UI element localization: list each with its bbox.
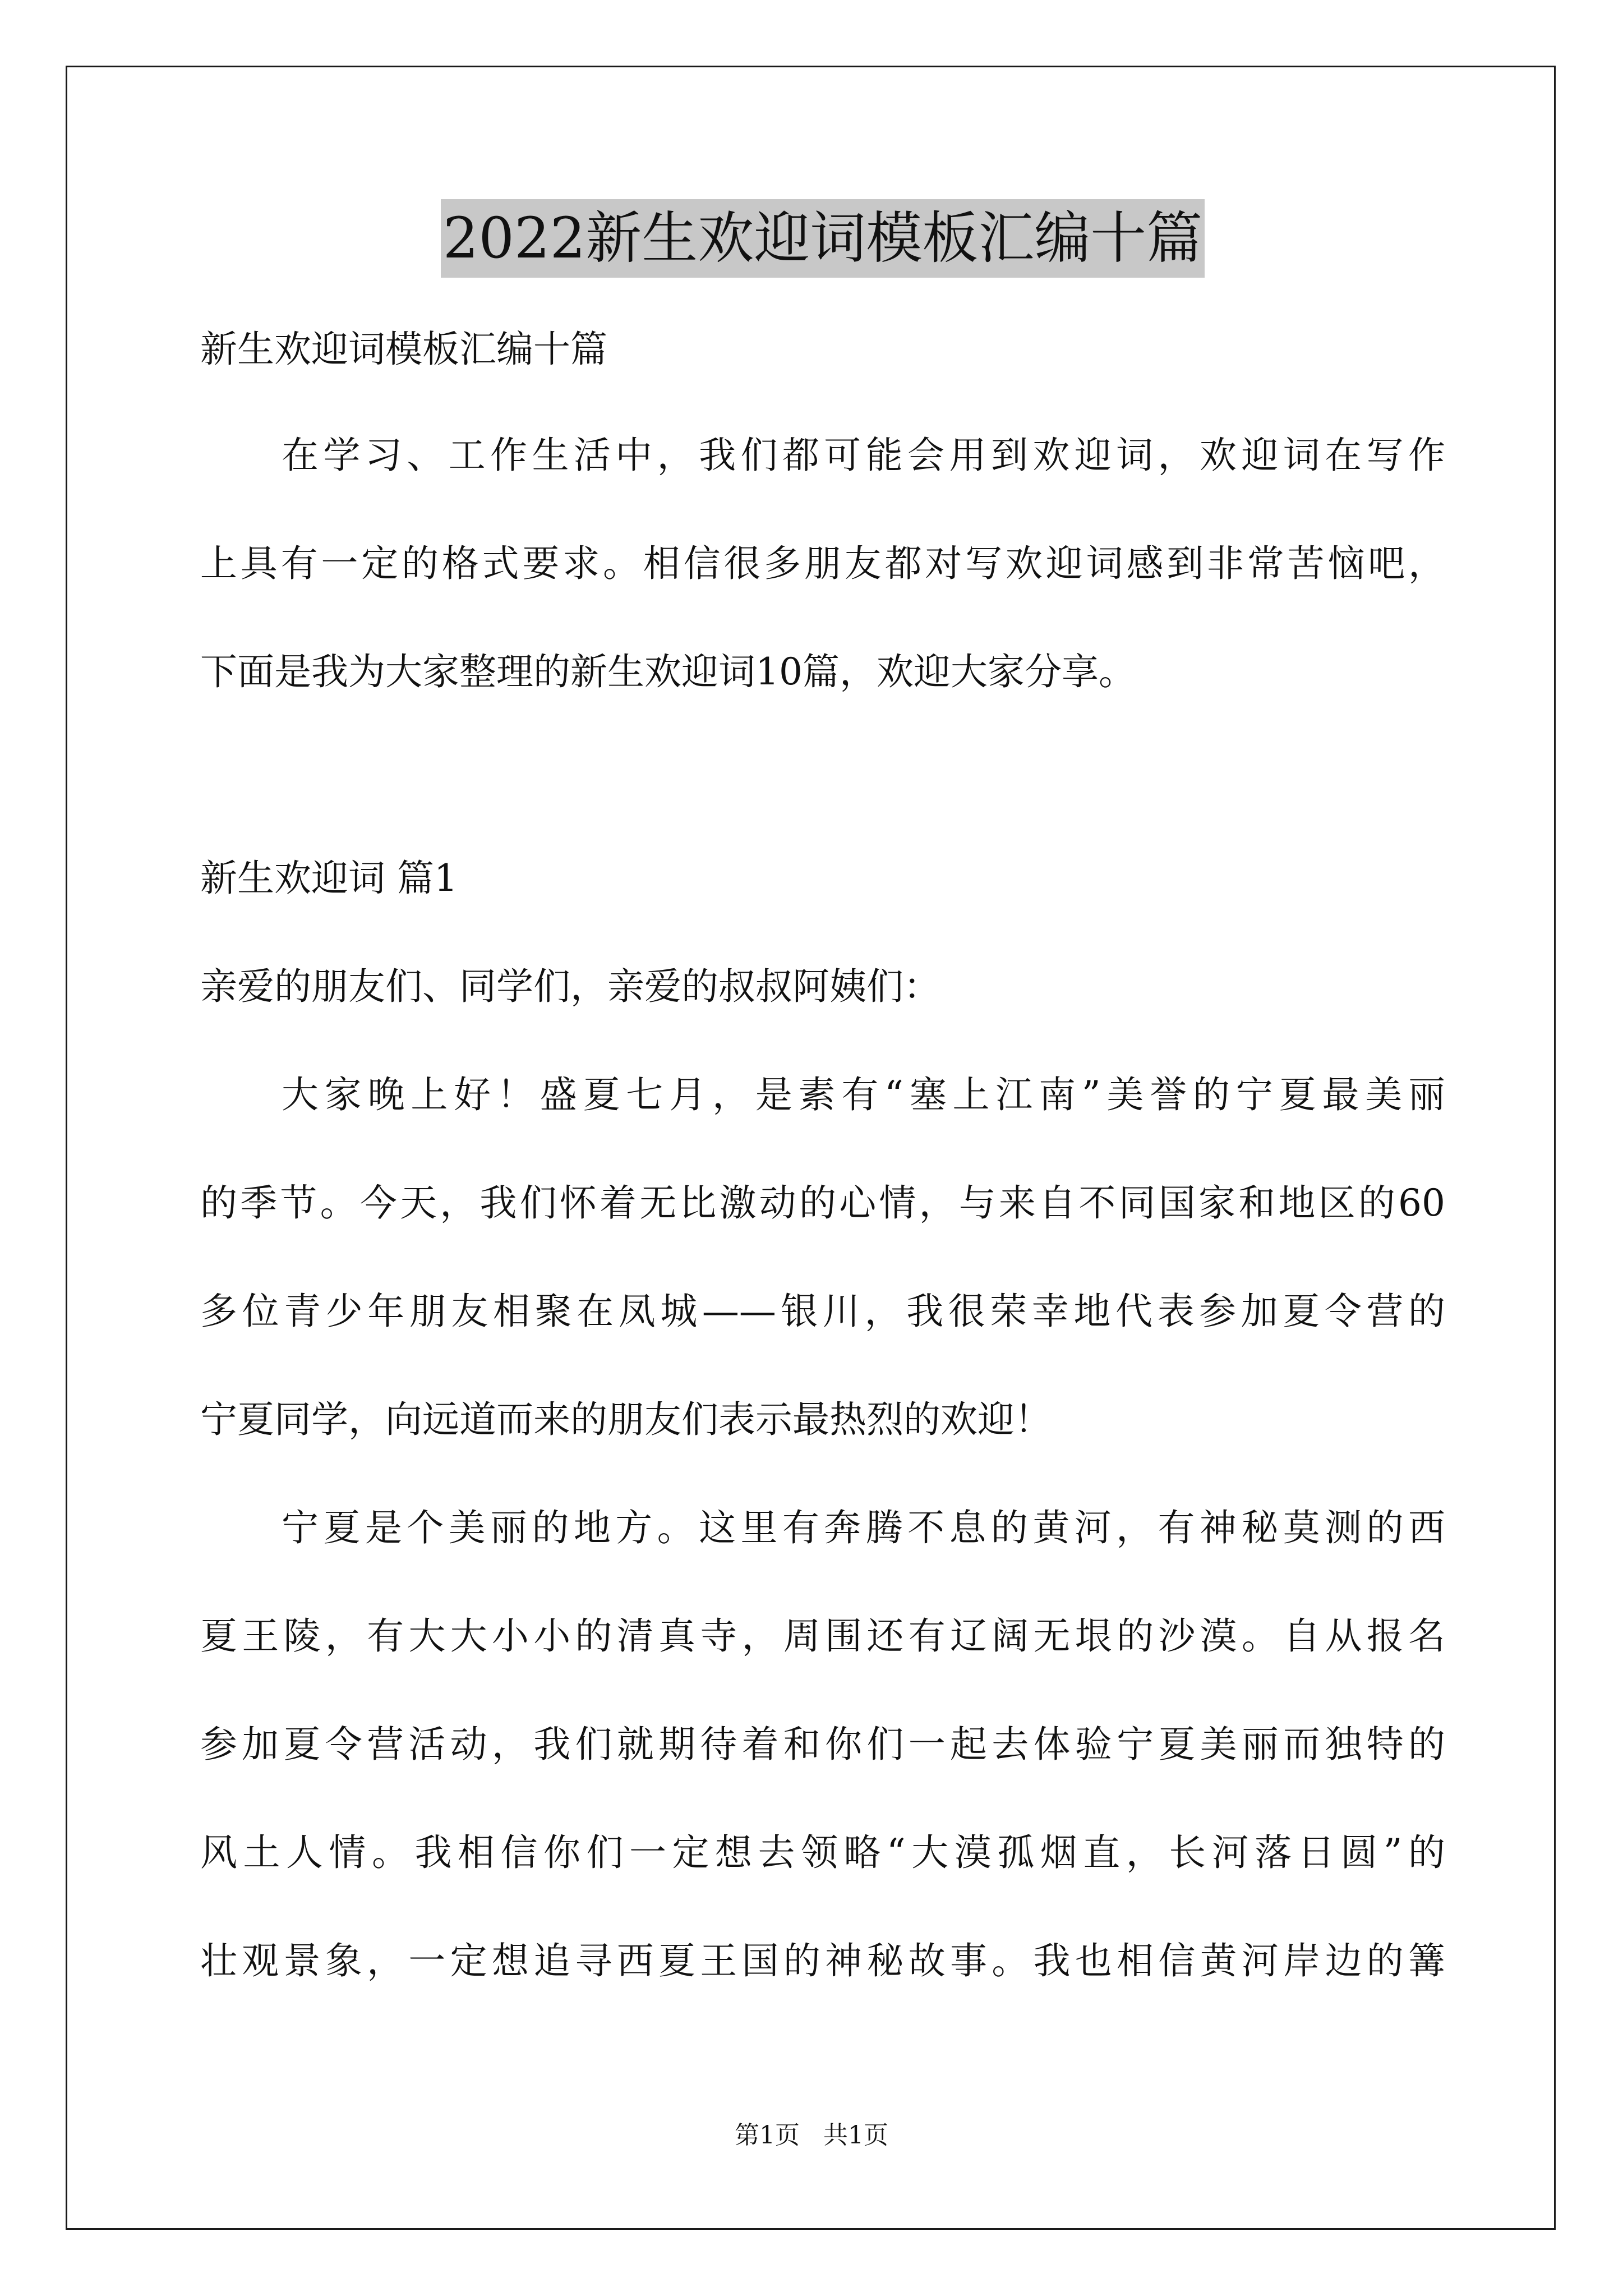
body-paragraph-1 xyxy=(200,1068,1445,1447)
document-subtitle: 新生欢迎词模板汇编十篇 xyxy=(200,328,607,371)
paragraph-line: 宁夏同学，向远道而来的朋友们表示最热烈的欢迎！ xyxy=(200,1398,1052,1441)
paragraph-line: 风土人情。我相信你们一定想去领略“大漠孤烟直，长河落日圆”的 xyxy=(200,1831,1445,1874)
document-body xyxy=(200,199,1445,1988)
paragraph-line: 参加夏令营活动，我们就期待着和你们一起去体验宁夏美丽而独特的 xyxy=(200,1723,1445,1766)
paragraph-line: 在学习、工作生活中，我们都可能会用到欢迎词，欢迎词在写作 xyxy=(282,434,1445,477)
paragraph-line: 壮观景象，一定想追寻西夏王国的神秘故事。我也相信黄河岸边的篝 xyxy=(200,1939,1445,1982)
paragraph-line: 宁夏是个美丽的地方。这里有奔腾不息的黄河，有神秘莫测的西 xyxy=(282,1506,1445,1549)
title-container xyxy=(200,199,1445,283)
page-footer: 第1页 共1页 xyxy=(735,2121,888,2150)
section-heading: 新生欢迎词 篇1 xyxy=(200,857,458,900)
paragraph-line: 大家晚上好！盛夏七月，是素有“塞上江南”美誉的宁夏最美丽 xyxy=(282,1073,1445,1116)
salutation: 亲爱的朋友们、同学们，亲爱的叔叔阿姨们： xyxy=(200,965,940,1008)
paragraph-line: 夏王陵，有大大小小的清真寺，周围还有辽阔无垠的沙漠。自从报名 xyxy=(200,1614,1445,1658)
paragraph-line: 下面是我为大家整理的新生欢迎词10篇，欢迎大家分享。 xyxy=(200,650,1136,693)
paragraph-line: 多位青少年朋友相聚在凤城——银川，我很荣幸地代表参加夏令营的 xyxy=(200,1290,1445,1333)
paragraph-line: 上具有一定的格式要求。相信很多朋友都对写欢迎词感到非常苦恼吧， xyxy=(200,542,1445,585)
document-title: 2022新生欢迎词模板汇编十篇 xyxy=(441,199,1205,278)
intro-paragraph xyxy=(200,429,1445,699)
paragraph-line: 的季节。今天，我们怀着无比激动的心情，与来自不同国家和地区的60 xyxy=(200,1181,1445,1225)
body-paragraph-2 xyxy=(200,1501,1445,1988)
